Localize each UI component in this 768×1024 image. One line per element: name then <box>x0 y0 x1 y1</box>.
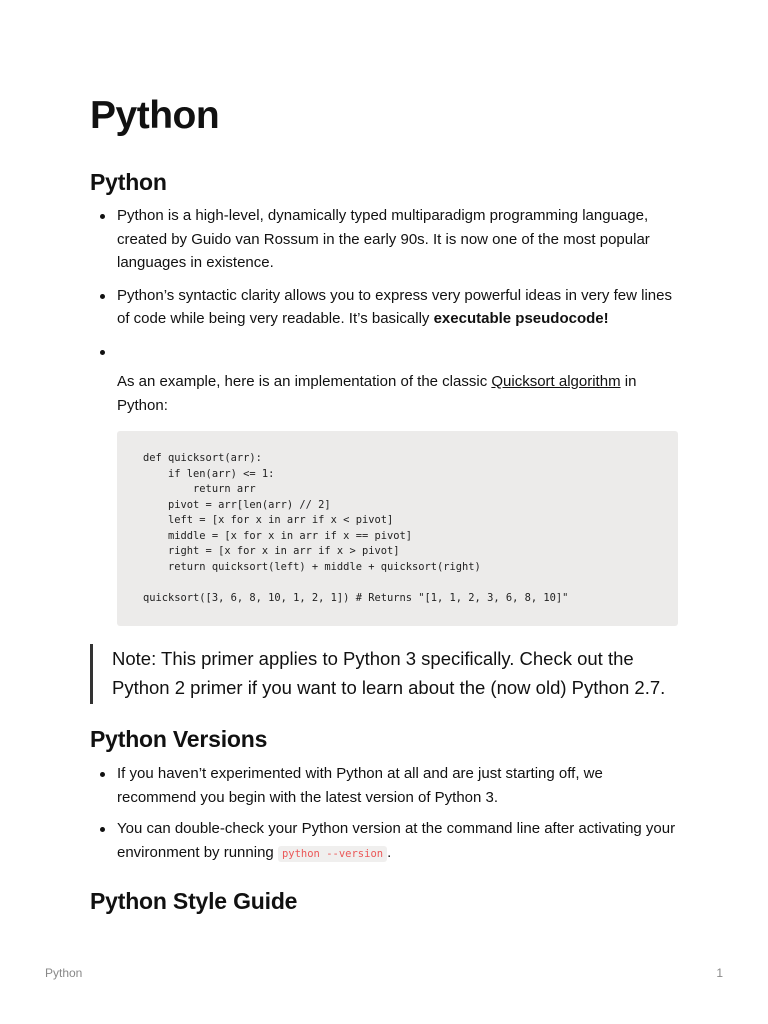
footer-title: Python <box>45 966 83 980</box>
bullet-text: As an example, here is an implementation of the classic <box>117 373 492 390</box>
quicksort-link[interactable]: Quicksort algorithm <box>491 373 621 390</box>
list-item <box>90 340 680 418</box>
list-item <box>90 204 680 275</box>
section-heading-style-guide: Python Style Guide <box>90 888 298 914</box>
python-bullet-list <box>90 204 680 417</box>
bullet-text: You can double-check your Python version at the command line after activating your environment by running <box>117 820 676 861</box>
bullet-text: in Python: <box>117 373 637 414</box>
list-item <box>90 762 680 809</box>
page-title: Python <box>90 94 220 137</box>
bullet-icon <box>100 350 105 355</box>
bullet-text: Python is a high-level, dynamically typed multiparadigm programming language, created by Guido van Rossum in the early 90s. It is now one of the most popular languages in existence. <box>117 207 650 271</box>
list-item <box>90 284 680 331</box>
bold-text: executable pseudocode! <box>433 310 609 327</box>
bullet-icon <box>100 772 105 777</box>
note-callout: Note: This primer applies to Python 3 specifically. Check out the Python 2 primer if you want to learn about the (now old) Python 2.7. <box>90 644 690 704</box>
section-heading-versions: Python Versions <box>90 726 268 752</box>
bullet-text: . <box>387 843 392 861</box>
versions-bullet-list <box>90 762 680 866</box>
bullet-icon <box>100 214 105 219</box>
bullet-text: Python’s syntactic clarity allows you to express very powerful ideas in very few lines of code while being very readable. It’s basically <box>117 286 672 327</box>
section-heading-python: Python <box>90 169 167 195</box>
bullet-text: If you haven’t experimented with Python at all and are just starting off, we recommend you begin with the latest version of Python 3. <box>117 765 603 806</box>
list-item <box>90 817 680 866</box>
bullet-icon <box>100 294 105 299</box>
inline-code: python --version <box>278 846 387 862</box>
page-number: 1 <box>716 966 723 980</box>
bullet-icon <box>100 827 105 832</box>
code-block: def quicksort(arr): if len(arr) <= 1: return arr pivot = arr[len(arr) // 2] left = [x for x in arr if x < pivot] middle = [x for x in arr if x == pivot] right = [x for x in arr if x > pivot] return quicksort(left) + middle + quicksort(right) quicksort([3, 6, 8, 10, 1, 2, 1]) # Returns "[1, 1, 2, 3, 6, 8, 10]" <box>117 431 678 626</box>
